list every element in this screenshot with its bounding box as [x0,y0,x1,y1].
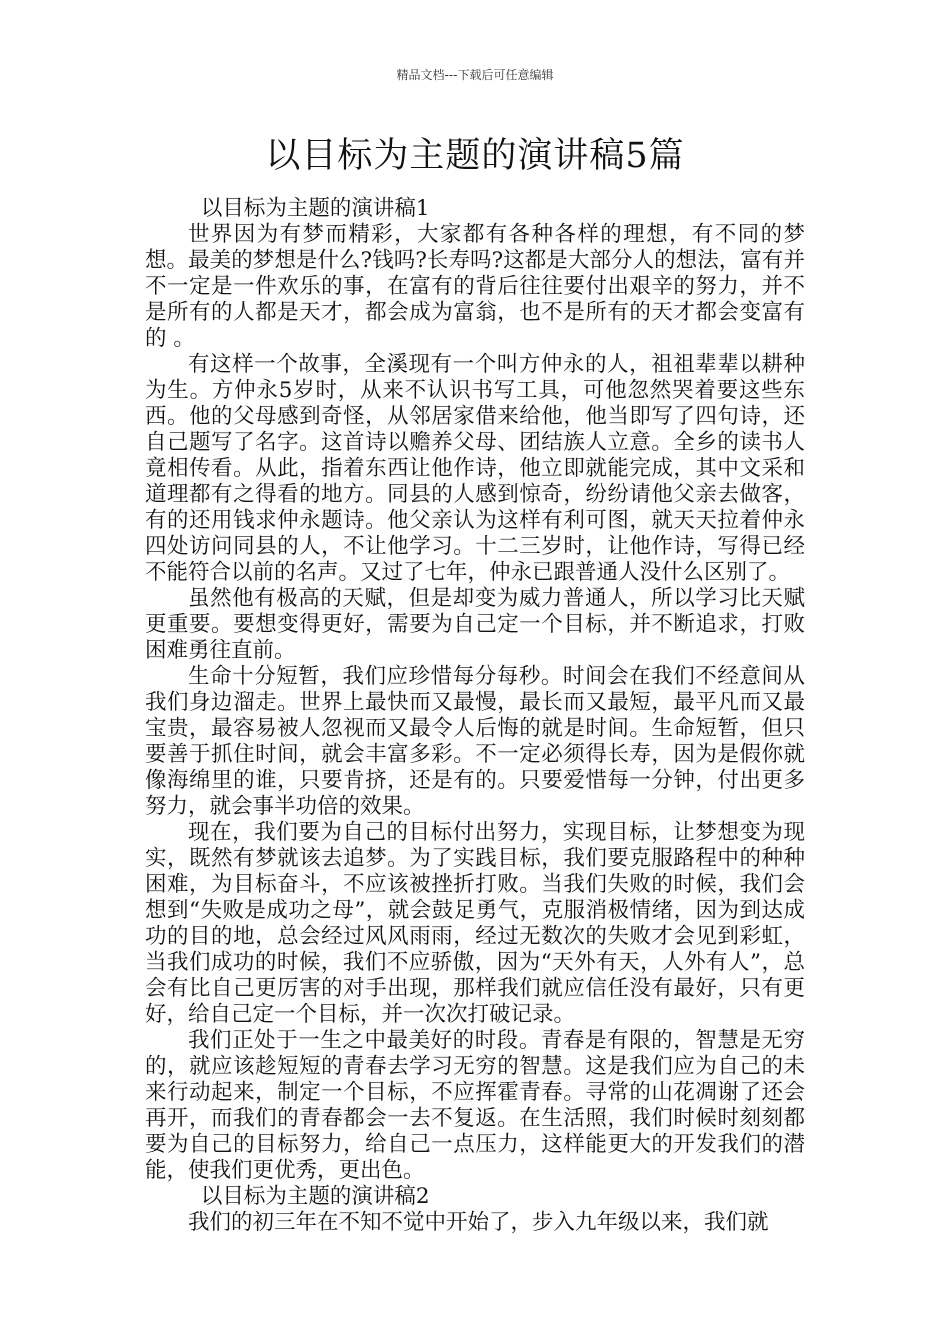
body-paragraph: 世界因为有梦而精彩，大家都有各种各样的理想，有不同的梦想。最美的梦想是什么?钱吗?长寿吗?这都是大部分人的想法，富有并不一定是一件欢乐的事，在富有的背后往往要付出艰辛的努力，并不是所有的人都是天才，都会成为富翁，也不是所有的天才都会变富有的 。 [145,222,805,351]
document-title: 以目标为主题的演讲稿5篇 [265,136,685,176]
body-paragraph: 生命十分短暂，我们应珍惜每分每秒。时间会在我们不经意间从我们身边溜走。世界上最快而又最慢，最长而又最短，最平凡而又最宝贵，最容易被人忽视而又最令人后悔的就是时间。生命短暂，但只要善于抓住时间，就会丰富多彩。不一定必须得长寿，因为是假你就像海绵里的谁，只要肯挤，还是有的。只要爱惜每一分钟，付出更多努力，就会事半功倍的效果。 [145,664,805,819]
section-heading: 以目标为主题的演讲稿1 [200,196,430,221]
body-paragraph: 我们正处于一生之中最美好的时段。青春是有限的，智慧是无穷的，就应该趁短短的青春去学习无穷的智慧。这是我们应为自己的未来行动起来，制定一个目标，不应挥霍青春。寻常的山花凋谢了还会再开，而我们的青春都会一去不复返。在生活照，我们时候时刻刻都要为自己的目标努力，给自己一点压力，这样能更大的开发我们的潜能，使我们更优秀，更出色。 [145,1028,805,1183]
page-header: 精品文档---下载后可任意编辑 [396,68,554,82]
document-body [145,196,805,1236]
body-paragraph: 虽然他有极高的天赋，但是却变为威力普通人，所以学习比天赋更重要。要想变得更好，需要为自己定一个目标，并不断追求，打败困难勇往直前。 [145,586,805,663]
body-paragraph: 有这样一个故事，全溪现有一个叫方仲永的人，祖祖辈辈以耕种为生。方仲永5岁时，从来不认识书写工具，可他忽然哭着要这些东西。他的父母感到奇怪，从邻居家借来给他，他当即写了四句诗，还自己题写了名字。这首诗以赡养父母、团结族人立意。全乡的读书人竟相传看。从此，指着东西让他作诗，他立即就能完成，其中文采和道理都有之得看的地方。同县的人感到惊奇，纷纷请他父亲去做客，有的还用钱求仲永题诗。他父亲认为这样有利可图，就天天拉着仲永四处访问同县的人，不让他学习。十二三岁时，让他作诗，写得已经不能符合以前的名声。又过了七年，仲永已跟普通人没什么区别了。 [145,352,805,585]
body-paragraph: 我们的初三年在不知不觉中开始了，步入九年级以来，我们就 [188,1210,769,1235]
body-paragraph: 现在，我们要为自己的目标付出努力，实现目标，让梦想变为现实，既然有梦就该去追梦。为了实践目标，我们要克服路程中的种种困难，为目标奋斗，不应该被挫折打败。当我们失败的时候，我们会想到“失败是成功之母”，就会鼓足勇气，克服消极情绪，因为到达成功的目的地，总会经过风风雨雨，经过无数次的失败才会见到彩虹，当我们成功的时候，我们不应骄傲，因为“天外有天，人外有人”，总会有比自己更厉害的对手出现，那样我们就应信任没有最好，只有更好，给自己定一个目标，并一次次打破记录。 [145,820,805,1027]
section-heading: 以目标为主题的演讲稿2 [200,1184,430,1209]
